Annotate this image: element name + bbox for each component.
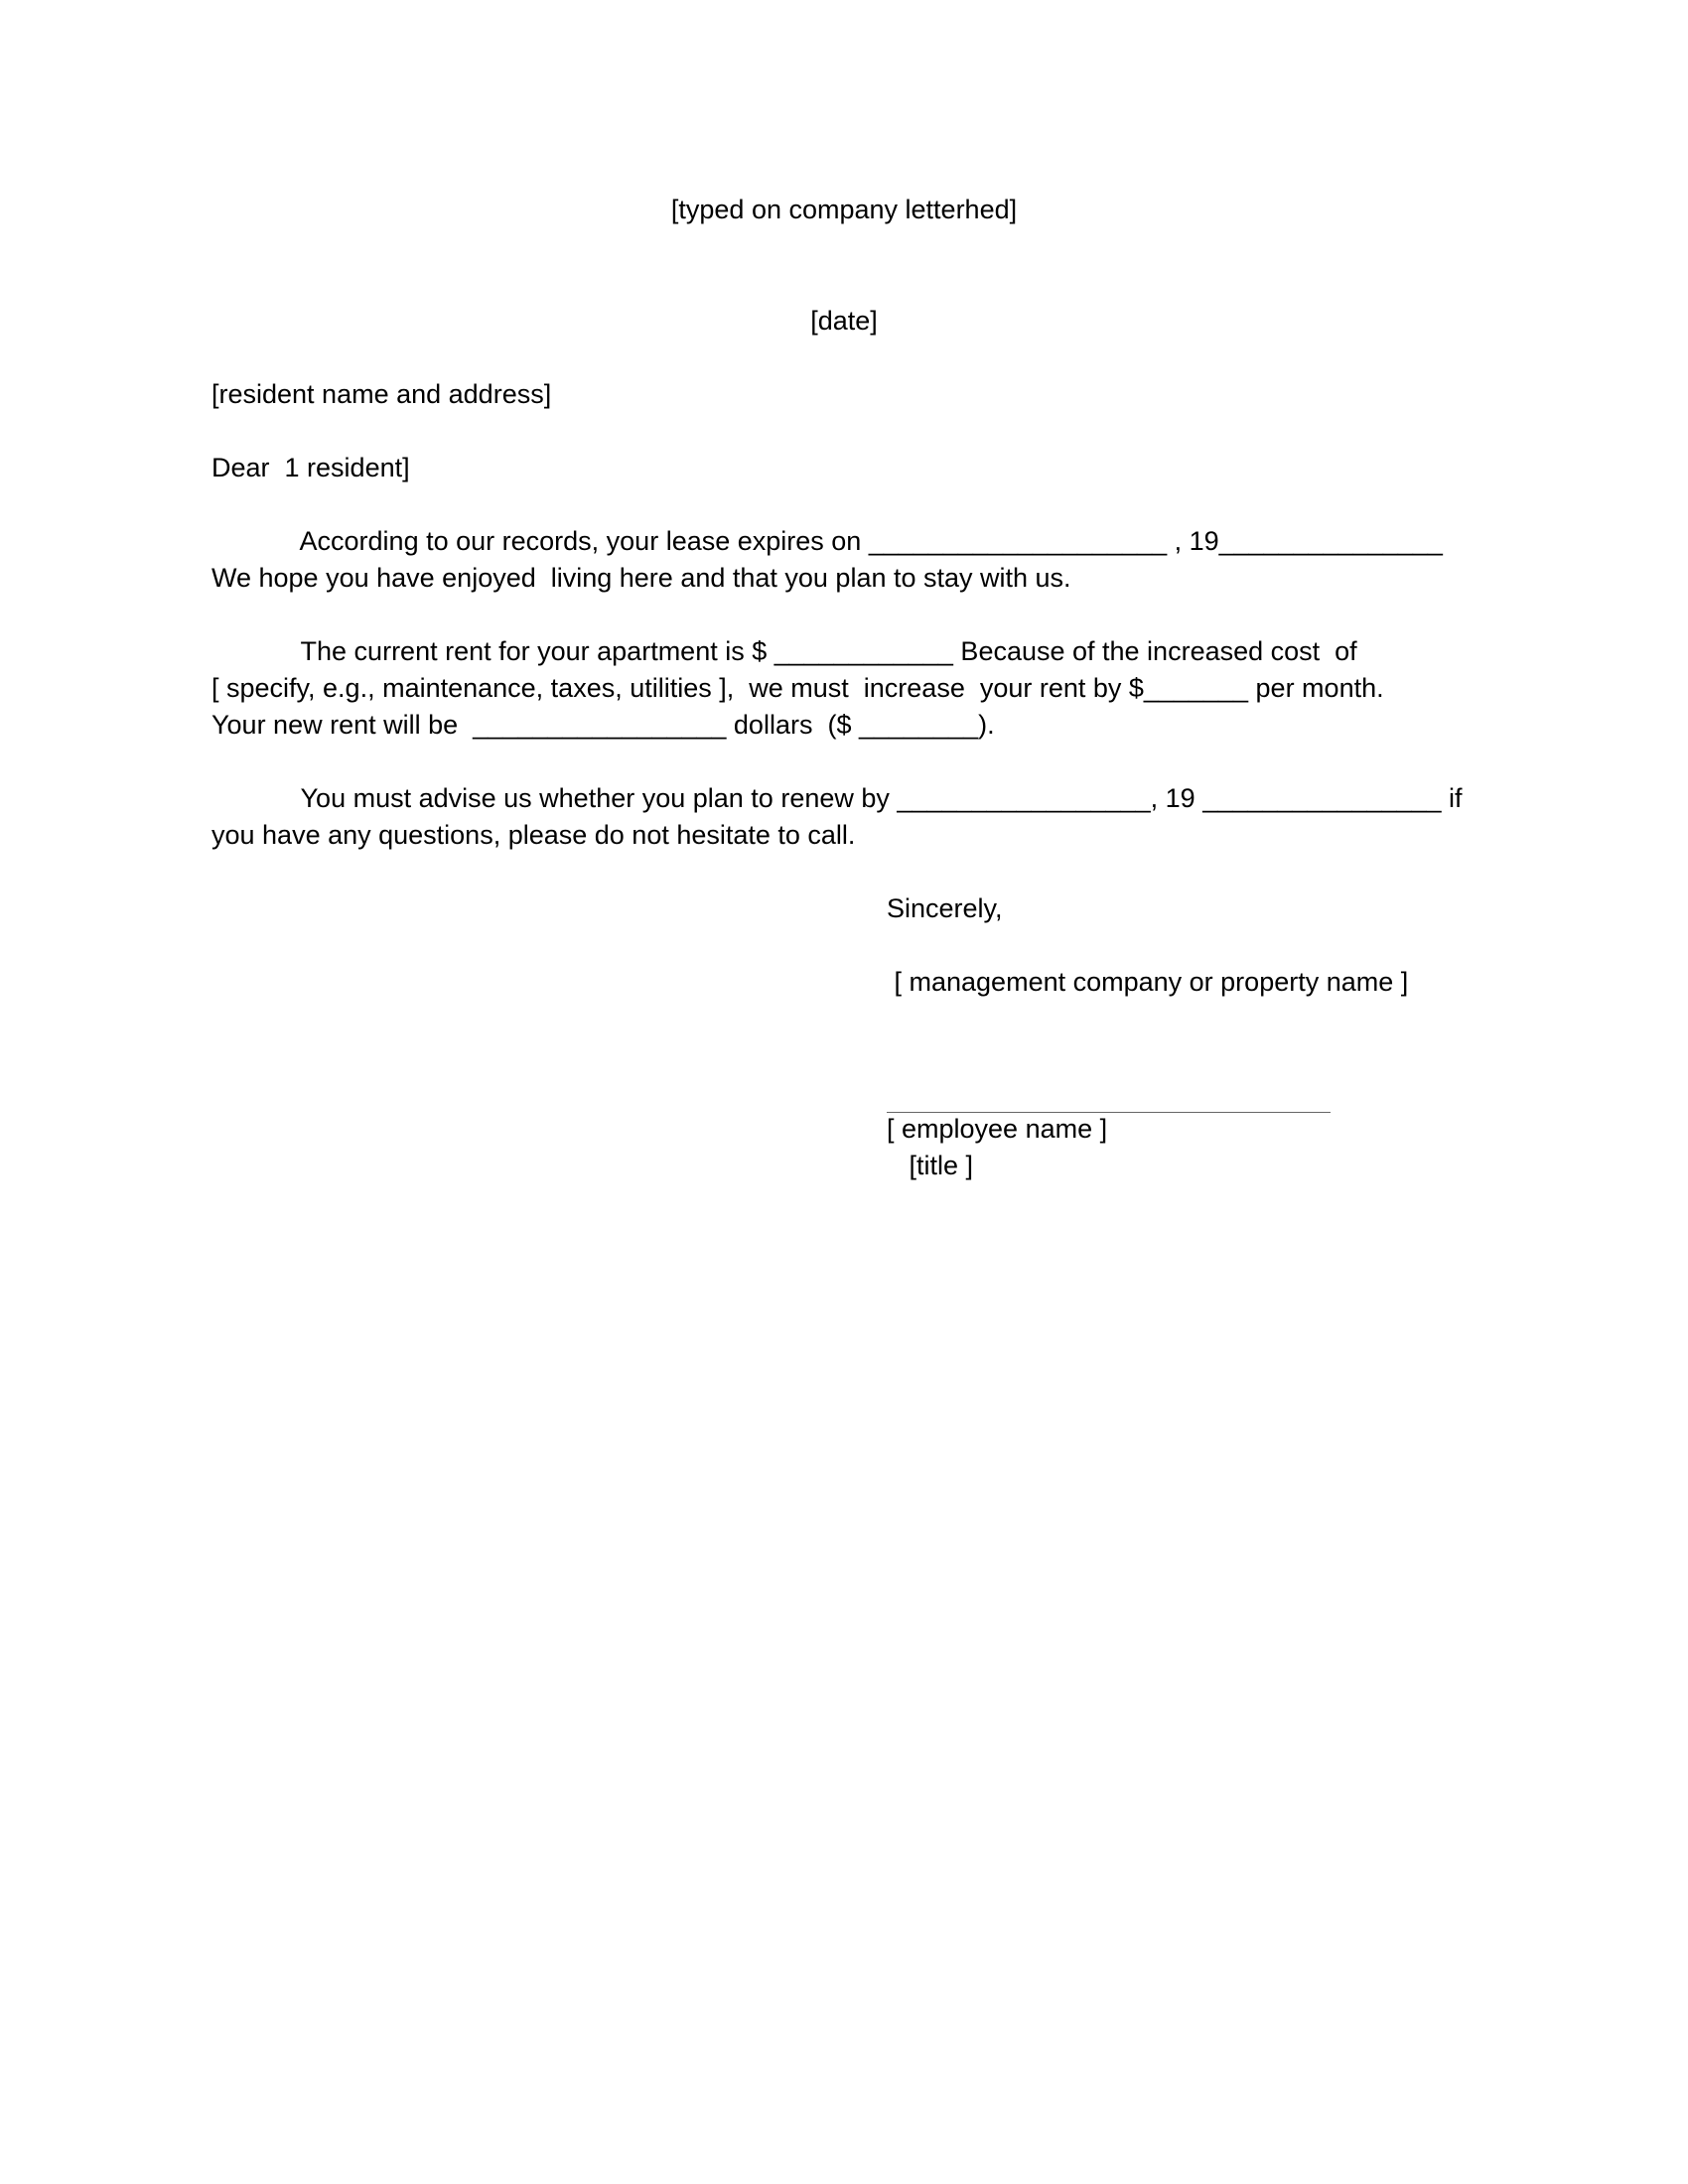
resident-address: [resident name and address] [211,379,552,409]
paragraph-3-line-1: You must advise us whether you plan to renew by _________________, 19 ________________ if [211,783,1463,813]
paragraph-2-line-2: [ specify, e.g., maintenance, taxes, utilities ], we must increase your rent by $_______ per month. [211,673,1384,703]
company-name: [ management company or property name ] [887,967,1409,997]
paragraph-2-line-3: Your new rent will be _________________ dollars ($ ________). [211,710,995,740]
closing: Sincerely, [887,893,1003,923]
salutation: Dear 1 resident] [211,453,410,482]
letterhead-note: [typed on company letterhed] [670,195,1018,224]
paragraph-1-line-1: According to our records, your lease expires on ____________________ , 19_______________ [211,526,1443,556]
paragraph-3-line-2: you have any questions, please do not hesitate to call. [211,820,856,850]
date-placeholder: [date] [810,306,878,336]
employee-name: [ employee name ] [887,1114,1108,1144]
paragraph-2-line-1: The current rent for your apartment is $ ____________ Because of the increased cost of [211,636,1357,666]
paragraph-1-line-2: We hope you have enjoyed living here and that you plan to stay with us. [211,563,1071,593]
employee-title: [title ] [887,1151,974,1180]
